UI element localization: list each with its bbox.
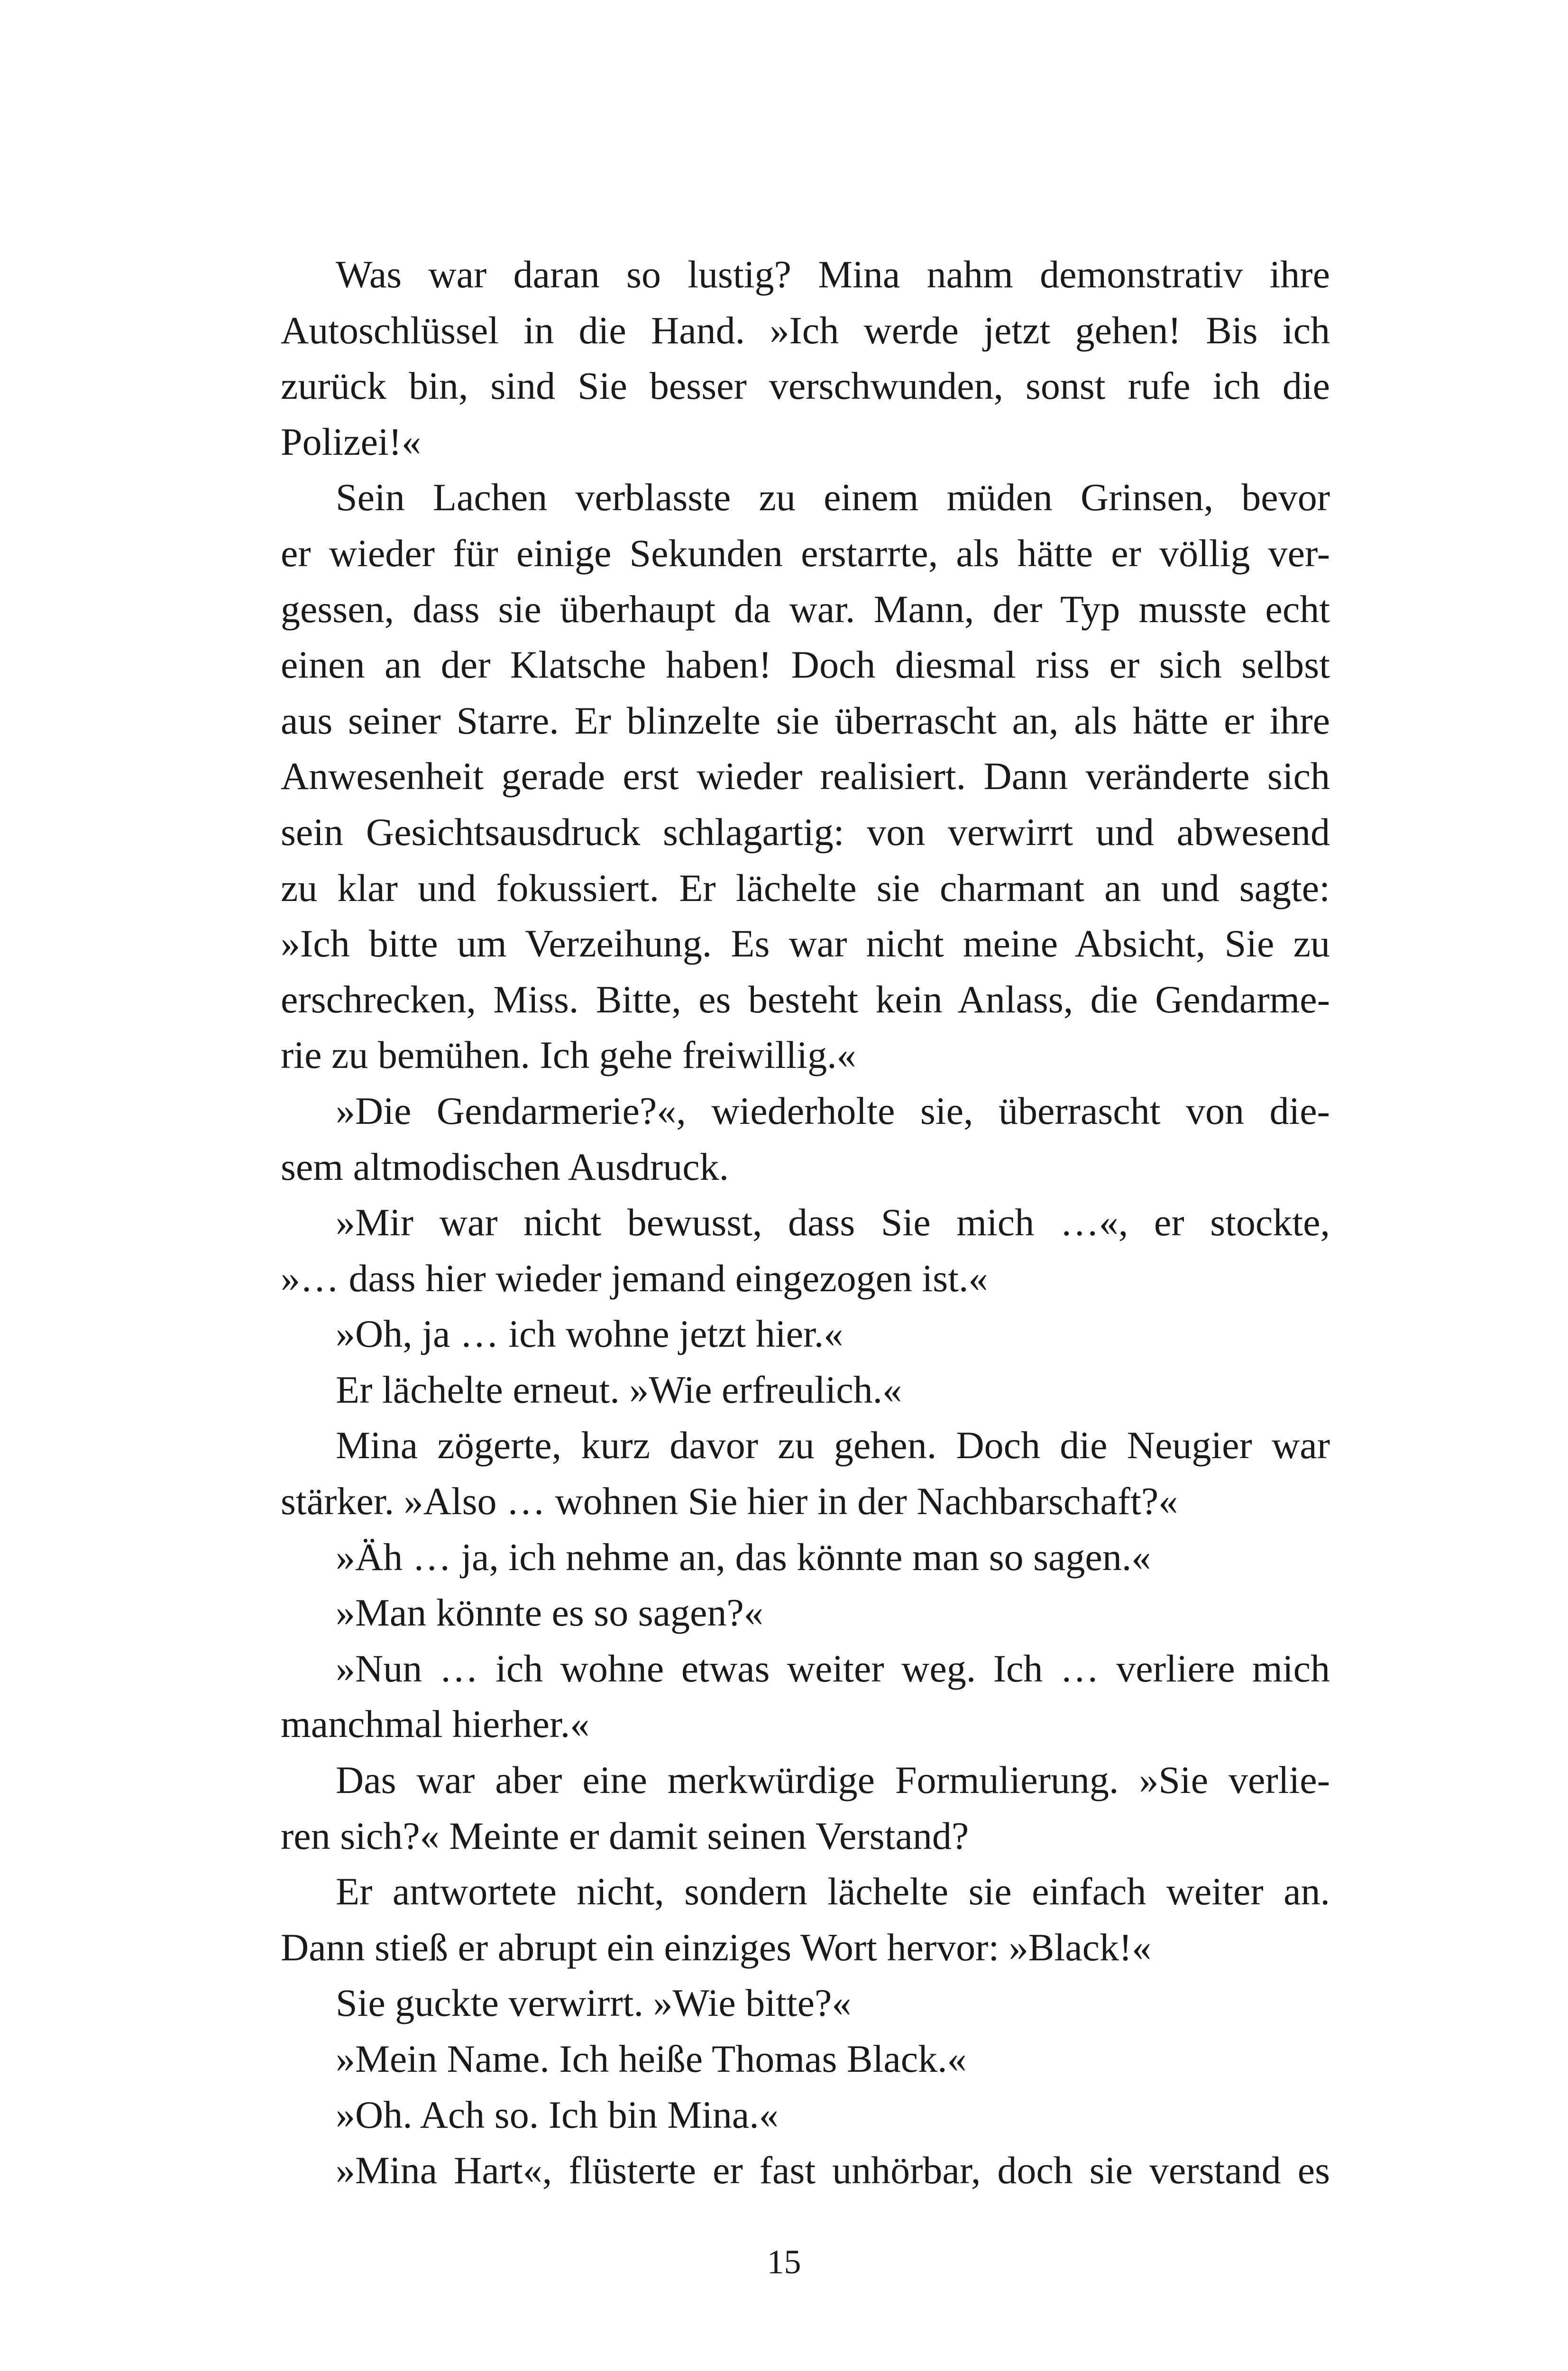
- text-line: Mina zögerte, kurz davor zu gehen. Doch die Neugier war: [336, 1424, 1330, 1467]
- text-line: »Mein Name. Ich heiße Thomas Black.«: [336, 2037, 967, 2080]
- text-line: »Die Gendarmerie?«, wiederholte sie, überrascht von die-: [336, 1089, 1330, 1132]
- text-line: erschrecken, Miss. Bitte, es besteht kein Anlass, die Gendarme-: [281, 977, 1330, 1021]
- text-line: Sie guckte verwirrt. »Wie bitte?«: [336, 1981, 852, 2025]
- text-line: sem altmodischen Ausdruck.: [281, 1145, 729, 1188]
- text-line: zurück bin, sind Sie besser verschwunden, sonst rufe ich die: [281, 364, 1330, 408]
- text-line: stärker. »Also … wohnen Sie hier in der Nachbarschaft?«: [281, 1480, 1178, 1523]
- page-number: 15: [767, 2243, 801, 2281]
- text-line: Er antwortete nicht, sondern lächelte sie einfach weiter an.: [336, 1870, 1330, 1913]
- text-line: Sein Lachen verblasste zu einem müden Grinsen, bevor: [336, 476, 1330, 519]
- text-line: ren sich?« Meinte er damit seinen Verstand?: [281, 1814, 969, 1857]
- text-line: gessen, dass sie überhaupt da war. Mann, der Typ musste echt: [281, 587, 1330, 631]
- text-line: manchmal hierher.«: [281, 1702, 590, 1746]
- text-line: Dann stieß er abrupt ein einziges Wort hervor: »Black!«: [281, 1925, 1152, 1969]
- text-line: Er lächelte erneut. »Wie erfreulich.«: [336, 1368, 902, 1411]
- text-line: »Äh … ja, ich nehme an, das könnte man so sagen.«: [336, 1535, 1151, 1579]
- text-line: sein Gesichtsausdruck schlagartig: von verwirrt und abwesend: [281, 810, 1330, 854]
- text-line: rie zu bemühen. Ich gehe freiwillig.«: [281, 1033, 856, 1077]
- text-line: »Oh, ja … ich wohne jetzt hier.«: [336, 1312, 844, 1356]
- text-line: aus seiner Starre. Er blinzelte sie überrascht an, als hätte er ihre: [281, 698, 1330, 742]
- text-line: Autoschlüssel in die Hand. »Ich werde jetzt gehen! Bis ich: [281, 308, 1330, 352]
- text-line: »… dass hier wieder jemand eingezogen ist.«: [281, 1256, 988, 1300]
- text-line: Was war daran so lustig? Mina nahm demonstrativ ihre: [336, 253, 1330, 296]
- text-line: »Nun … ich wohne etwas weiter weg. Ich … verliere mich: [336, 1646, 1330, 1690]
- text-line: »Ich bitte um Verzeihung. Es war nicht meine Absicht, Sie zu: [281, 922, 1330, 965]
- text-line: einen an der Klatsche haben! Doch diesmal riss er sich selbst: [281, 643, 1330, 687]
- text-line: »Mir war nicht bewusst, dass Sie mich …«, er stockte,: [336, 1201, 1330, 1244]
- text-line: »Oh. Ach so. Ich bin Mina.«: [336, 2093, 779, 2136]
- text-line: Polizei!«: [281, 420, 422, 463]
- text-line: Das war aber eine merkwürdige Formulierung. »Sie verlie-: [336, 1758, 1330, 1802]
- text-line: Anwesenheit gerade erst wieder realisiert. Dann veränderte sich: [281, 754, 1330, 798]
- text-line: zu klar und fokussiert. Er lächelte sie charmant an und sagte:: [281, 866, 1330, 910]
- text-line: »Man könnte es so sagen?«: [336, 1591, 763, 1635]
- body-text: [281, 247, 1330, 2198]
- text-line: »Mina Hart«, flüsterte er fast unhörbar, doch sie verstand es: [336, 2149, 1330, 2192]
- text-line: er wieder für einige Sekunden erstarrte, als hätte er völlig ver-: [281, 531, 1330, 575]
